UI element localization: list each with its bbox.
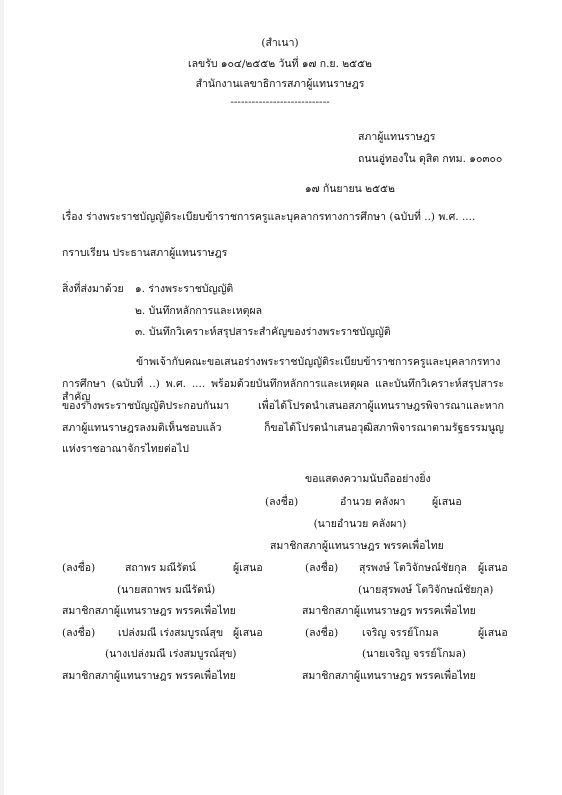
signatory-name: เปล่งมณี เร่งสมบูรณ์สุข <box>118 627 224 639</box>
body-line: แห่งราชอาณาจักรไทยต่อไป <box>62 443 189 455</box>
enclosure-item: ๒. บันทึกหลักการและเหตุผล <box>135 305 263 317</box>
scan-edge <box>0 0 4 795</box>
body-line: สภาผู้แทนราษฎรลงมติเห็นชอบแล้ว ก็ขอได้โปรดนำเสนอวุฒิสภาพิจารณาตามรัฐธรรมนูญ <box>62 422 504 434</box>
signatory-fullname: (นายสุรพงษ์ โตวิจักษณ์ชัยกุล) <box>358 584 494 596</box>
receipt-number: เลขรับ ๑๐๔/๒๕๕๒ วันที่ ๑๗ ก.ย. ๒๕๕๒ <box>188 58 372 70</box>
subject-line: เรื่อง ร่างพระราชบัญญัติระเบียบข้าราชการครูและบุคลากรทางการศึกษา (ฉบับที่ ..) พ.ศ. .... <box>62 211 476 223</box>
closing: ขอแสดงความนับถืออย่างยิ่ง <box>305 473 431 485</box>
signatory-position: สมาชิกสภาผู้แทนราษฎร พรรคเพื่อไทย <box>270 540 444 552</box>
signatory-position: สมาชิกสภาผู้แทนราษฎร พรรคเพื่อไทย <box>62 605 236 617</box>
signatory-position: สมาชิกสภาผู้แทนราษฎร พรรคเพื่อไทย <box>62 670 236 682</box>
sender-address: ถนนอู่ทองใน ดุสิต กทม. ๑๐๓๐๐ <box>358 153 503 165</box>
letter-date: ๑๗ กันยายน ๒๕๕๒ <box>305 183 395 195</box>
signatory-name: เจริญ จรรย์โกมล <box>362 627 439 639</box>
role-label: ผู้เสนอ <box>233 627 263 639</box>
signatory-fullname: (นายอำนวย คลังผา) <box>313 518 407 530</box>
signatory-position: สมาชิกสภาผู้แทนราษฎร พรรคเพื่อไทย <box>302 670 476 682</box>
sign-label: (ลงชื่อ) <box>305 627 339 639</box>
signatory-name: อำนวย คลังผา <box>340 496 406 508</box>
role-label: ผู้เสนอ <box>432 496 462 508</box>
signatory-position: สมาชิกสภาผู้แทนราษฎร พรรคเพื่อไทย <box>302 605 476 617</box>
office-name: สำนักงานเลขาธิการสภาผู้แทนราษฎร <box>195 78 365 90</box>
role-label: ผู้เสนอ <box>478 562 508 574</box>
signatory-name: สุรพงษ์ โตวิจักษณ์ชัยกุล <box>359 562 467 574</box>
body-line: ข้าพเจ้ากับคณะขอเสนอร่างพระราชบัญญัติระเบียบข้าราชการครูและบุคลากรทาง <box>136 356 501 368</box>
role-label: ผู้เสนอ <box>233 562 263 574</box>
header-divider: ---------------------------- <box>230 96 330 108</box>
signatory-fullname: (นายเจริญ จรรย์โกมล) <box>362 648 467 660</box>
sign-label: (ลงชื่อ) <box>62 562 96 574</box>
enclosure-label: สิ่งที่ส่งมาด้วย <box>62 283 124 295</box>
body-line: ของร่างพระราชบัญญัติประกอบกันมา เพื่อได้โปรดนำเสนอสภาผู้แทนราษฎรพิจารณาและหาก <box>62 400 504 412</box>
salutation: กราบเรียน ประธานสภาผู้แทนราษฎร <box>62 247 228 259</box>
signatory-fullname: (นางเปล่งมณี เร่งสมบูรณ์สุข) <box>105 648 237 660</box>
sign-label: (ลงชื่อ) <box>265 496 299 508</box>
enclosure-item: ๑. ร่างพระราชบัญญัติ <box>135 283 234 295</box>
signatory-name: สถาพร มณีรัตน์ <box>125 562 196 574</box>
body-line: การศึกษา (ฉบับที่ ..) พ.ศ. .... พร้อมด้วยบันทึกหลักการและเหตุผล และบันทึกวิเคราะห์สรุปสาระสำคัญ <box>62 378 504 403</box>
enclosure-item: ๓. บันทึกวิเคราะห์สรุปสาระสำคัญของร่างพระราชบัญญัติ <box>135 326 391 338</box>
sender-org: สภาผู้แทนราษฎร <box>358 131 436 143</box>
role-label: ผู้เสนอ <box>478 627 508 639</box>
signatory-fullname: (นายสถาพร มณีรัตน์) <box>117 584 216 596</box>
sign-label: (ลงชื่อ) <box>305 562 339 574</box>
copy-label: (สำเนา) <box>261 37 299 49</box>
sign-label: (ลงชื่อ) <box>62 627 96 639</box>
